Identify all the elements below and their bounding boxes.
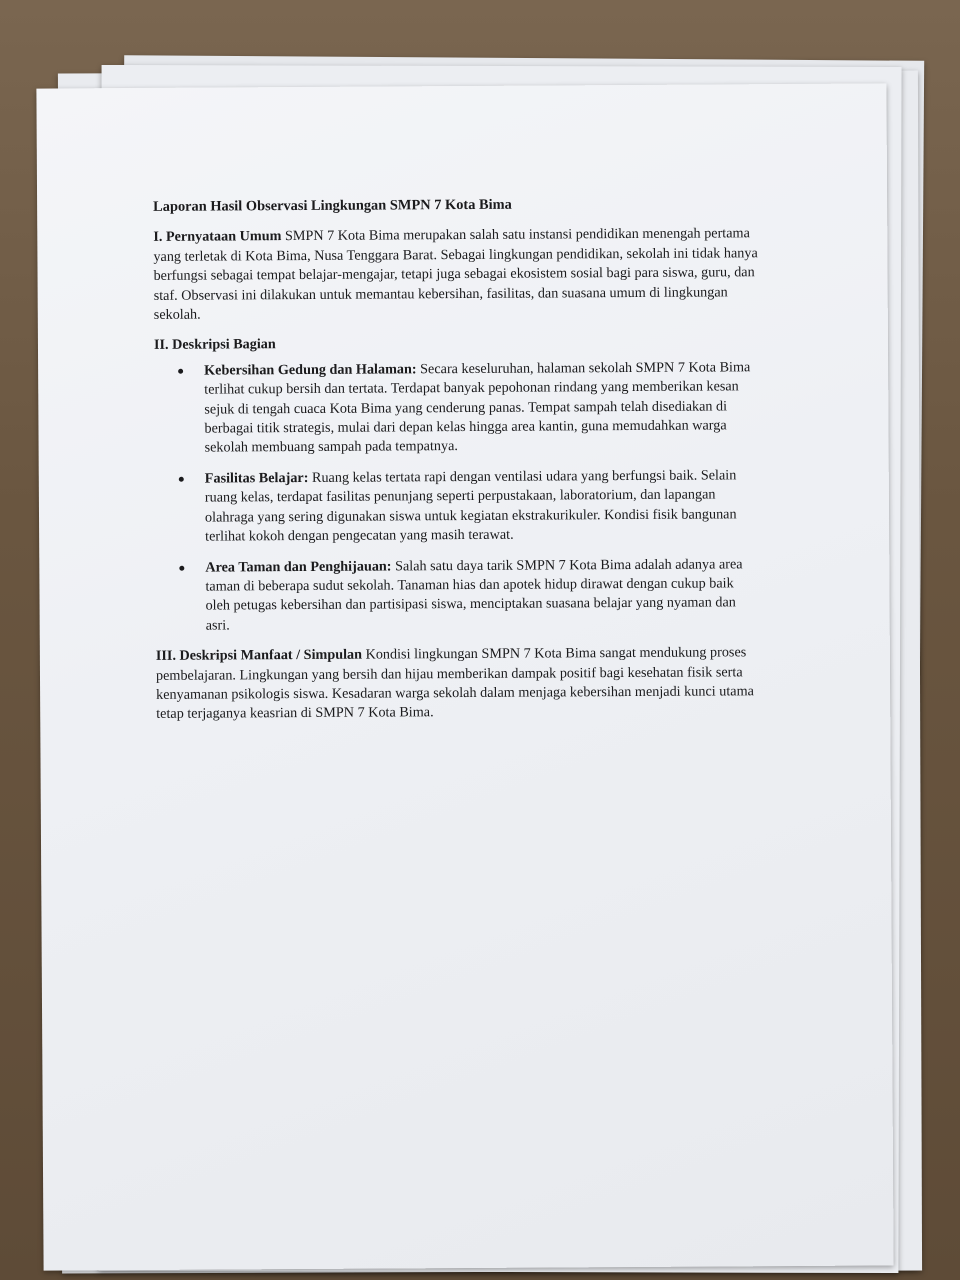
item-label: Kebersihan Gedung dan Halaman: — [204, 361, 417, 379]
bullet-icon — [179, 477, 184, 482]
item-text: Ruang kelas tertata rapi dengan ventilasi udara yang berfungsi baik. Selain ruang kelas, terdapat fasilitas penunjang seperti perpustakaan, laboratorium, dan lapangan olahraga yang sering digunakan siswa untuk kegiatan ekstrakurikuler. Kondisi fisik bangunan terlihat kokoh dengan pengecatan yang masih terawat. — [204, 467, 737, 545]
section-conclusion — [156, 643, 762, 724]
item-text: Salah satu daya tarik SMPN 7 Kota Bima adalah adanya area taman di beberapa sudut sekolah. Tanaman hias dan apotek hidup dirawat dengan cukup baik oleh petugas kebersihan dan partisipasi siswa, menciptakan suasana belajar yang nyaman dan asri. — [205, 555, 743, 634]
document-title: Laporan Hasil Observasi Lingkungan SMPN 7 Kota Bima — [153, 196, 512, 215]
section-heading: III. Deskripsi Manfaat / Simpulan — [155, 646, 363, 665]
item-label: Area Taman dan Penghijauan: — [205, 557, 392, 576]
section-text: Kondisi lingkungan SMPN 7 Kota Bima sangat mendukung proses pembelajaran. Lingkungan yang bersih dan hijau memberikan dampak positif bagi kesehatan fisik serta kenyamanan psikologis siswa. Kesadaran warga sekolah dalam menjaga kebersihan menjadi kunci utama tetap terjaganya keasrian di SMPN 7 Kota Bima. — [155, 644, 754, 723]
section-text: SMPN 7 Kota Bima merupakan salah satu instansi pendidikan menengah pertama yang terletak di Kota Bima, Nusa Tenggara Barat. Sebagai lingkungan pendidikan, sekolah ini tidak hanya berfungsi sebagai tempat belajar-mengajar, tetapi juga sebagai ekosistem sosial bagi para siswa, guru, dan staf. Observasi ini dilakukan untuk memantau kebersihan, fasilitas, dan suasana umum di lingkungan sekolah. — [153, 225, 758, 323]
section-general-statement — [153, 225, 760, 326]
section-heading: I. Pernyataan Umum — [153, 228, 282, 246]
item-text: Secara keseluruhan, halaman sekolah SMPN 7 Kota Bima terlihat cukup bersih dan tertata. Terdapat banyak pepohonan rindang yang memberikan kesan sejuk di tengah cuaca Kota Bima yang cenderung panas. Tempat sampah telah disediakan di berbagai titik strategis, mulai dari depan kelas hingga area kantin, guna memudahkan warga sekolah membuang sampah pada tempatnya. — [204, 359, 751, 457]
bullet-icon — [178, 369, 183, 374]
paper-sheet-front — [36, 83, 893, 1270]
bullet-icon — [179, 565, 184, 570]
description-list — [154, 358, 762, 636]
section-heading: II. Deskripsi Bagian — [153, 336, 276, 354]
list-item — [205, 466, 761, 547]
list-item — [205, 555, 761, 636]
document-body — [153, 194, 762, 735]
list-item — [204, 358, 761, 458]
item-label: Fasilitas Belajar: — [204, 469, 309, 487]
